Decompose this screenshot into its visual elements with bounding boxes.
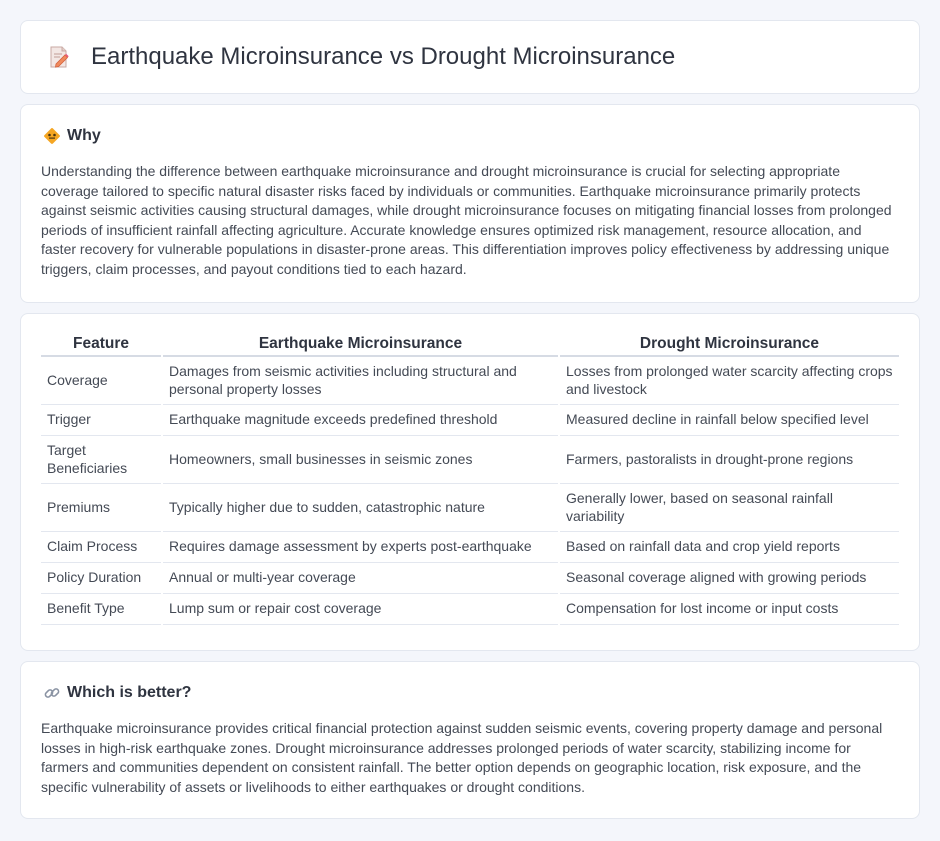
- page-title: Earthquake Microinsurance vs Drought Microinsurance: [91, 43, 676, 70]
- table-row: [41, 405, 899, 436]
- title-card: [20, 20, 920, 94]
- comparison-table-card: [20, 313, 920, 651]
- table-row: [41, 357, 899, 405]
- table-cell: Measured decline in rainfall below specified level: [560, 405, 899, 436]
- why-heading-row: [43, 127, 899, 145]
- table-cell: Based on rainfall data and crop yield reports: [560, 532, 899, 563]
- table-cell: Losses from prolonged water scarcity affecting crops and livestock: [560, 357, 899, 405]
- table-cell: Premiums: [41, 484, 161, 532]
- table-row: [41, 484, 899, 532]
- table-header-row: [41, 334, 899, 357]
- table-cell: Seasonal coverage aligned with growing periods: [560, 563, 899, 594]
- table-cell: Generally lower, based on seasonal rainfall variability: [560, 484, 899, 532]
- which-heading: Which is better?: [67, 684, 192, 701]
- link-icon: [43, 684, 61, 702]
- header-feature: Feature: [41, 334, 161, 357]
- table-cell: Coverage: [41, 357, 161, 405]
- why-text: Understanding the difference between earthquake microinsurance and drought microinsurance is crucial for selecting appropriate coverage tailored to specific natural disaster risks faced by individuals or communities. Earthquake microinsurance primarily protects against seismic activities causing structural damages, while drought microinsurance focuses on mitigating financial losses from prolonged periods of insufficient rainfall affecting agriculture. Accurate knowledge ensures optimized risk management, resource allocation, and faster recovery for vulnerable populations in disaster-prone areas. This differentiation improves policy effectiveness by addressing unique triggers, claim processes, and payout conditions tied to each hazard.: [41, 163, 892, 277]
- table-cell: Trigger: [41, 405, 161, 436]
- table-row: [41, 594, 899, 625]
- table-cell: Earthquake magnitude exceeds predefined threshold: [163, 405, 558, 436]
- which-section: [20, 661, 920, 819]
- table-cell: Homeowners, small businesses in seismic zones: [163, 436, 558, 484]
- table-cell: Typically higher due to sudden, catastrophic nature: [163, 484, 558, 532]
- table-cell: Claim Process: [41, 532, 161, 563]
- table-cell: Compensation for lost income or input costs: [560, 594, 899, 625]
- why-heading: Why: [67, 127, 101, 144]
- table-cell: Damages from seismic activities including structural and personal property losses: [163, 357, 558, 405]
- table-cell: Requires damage assessment by experts post-earthquake: [163, 532, 558, 563]
- why-section: [20, 104, 920, 303]
- header-drought: Drought Microinsurance: [560, 334, 899, 357]
- header-earthquake: Earthquake Microinsurance: [163, 334, 558, 357]
- table-cell: Benefit Type: [41, 594, 161, 625]
- document-pencil-icon: [47, 45, 71, 69]
- table-cell: Farmers, pastoralists in drought-prone regions: [560, 436, 899, 484]
- table-row: [41, 436, 899, 484]
- table-row: [41, 532, 899, 563]
- table-row: [41, 563, 899, 594]
- which-heading-row: [43, 684, 899, 702]
- table-cell: Lump sum or repair cost coverage: [163, 594, 558, 625]
- diamond-warning-icon: [43, 127, 61, 145]
- table-cell: Annual or multi-year coverage: [163, 563, 558, 594]
- table-cell: Policy Duration: [41, 563, 161, 594]
- table-cell: Target Beneficiaries: [41, 436, 161, 484]
- comparison-table: [39, 334, 901, 625]
- which-text: Earthquake microinsurance provides critical financial protection against sudden seismic events, covering property damage and personal losses in high-risk earthquake zones. Drought microinsurance addresses prolonged periods of water scarcity, stabilizing income for farmers and communities dependent on consistent rainfall. The better option depends on geographic location, risk exposure, and the specific vulnerability of assets or livelihoods to either earthquakes or drought conditions.: [41, 720, 883, 795]
